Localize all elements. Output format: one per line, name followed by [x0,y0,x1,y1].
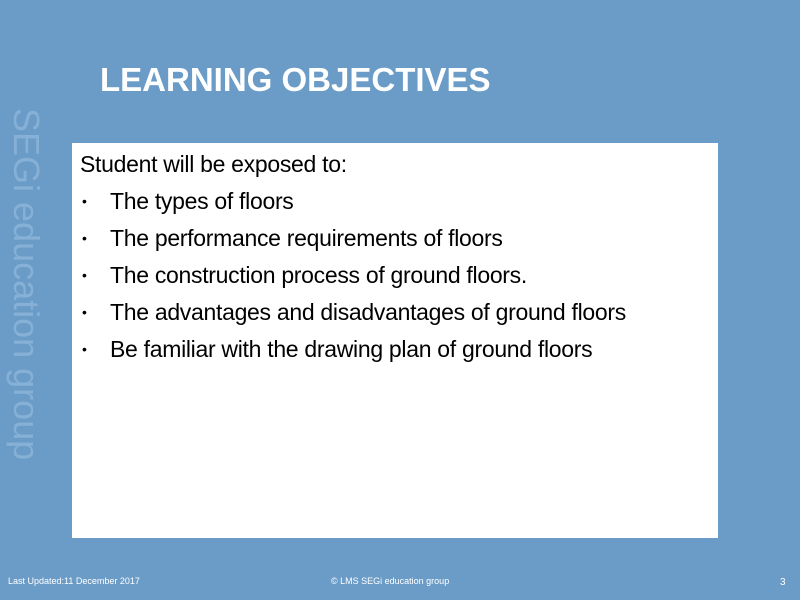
bullet-icon: • [82,230,87,246]
list-item-text: The construction process of ground floors. [110,262,527,288]
list-item [80,297,710,327]
list-item [80,223,710,253]
last-updated-text: Last Updated:11 December 2017 [8,576,140,586]
list-item [80,260,710,290]
list-item [80,334,710,364]
bullet-icon: • [82,267,87,283]
objectives-list [80,186,710,364]
bullet-icon: • [82,193,87,209]
page-number: 3 [780,577,786,588]
list-item-text: The performance requirements of floors [110,225,503,251]
slide-title: LEARNING OBJECTIVES [100,61,491,98]
copyright-text: © LMS SEGi education group [331,576,450,586]
bullet-icon: • [82,341,87,357]
list-item-text: Be familiar with the drawing plan of ground floors [110,336,593,362]
content-box [72,143,718,538]
bullet-icon: • [82,304,87,320]
list-item [80,186,710,216]
intro-text: Student will be exposed to: [80,151,347,177]
list-item-text: The advantages and disadvantages of ground floors [110,299,626,325]
watermark-text: SEGi education group [6,108,47,461]
list-item-text: The types of floors [110,188,294,214]
